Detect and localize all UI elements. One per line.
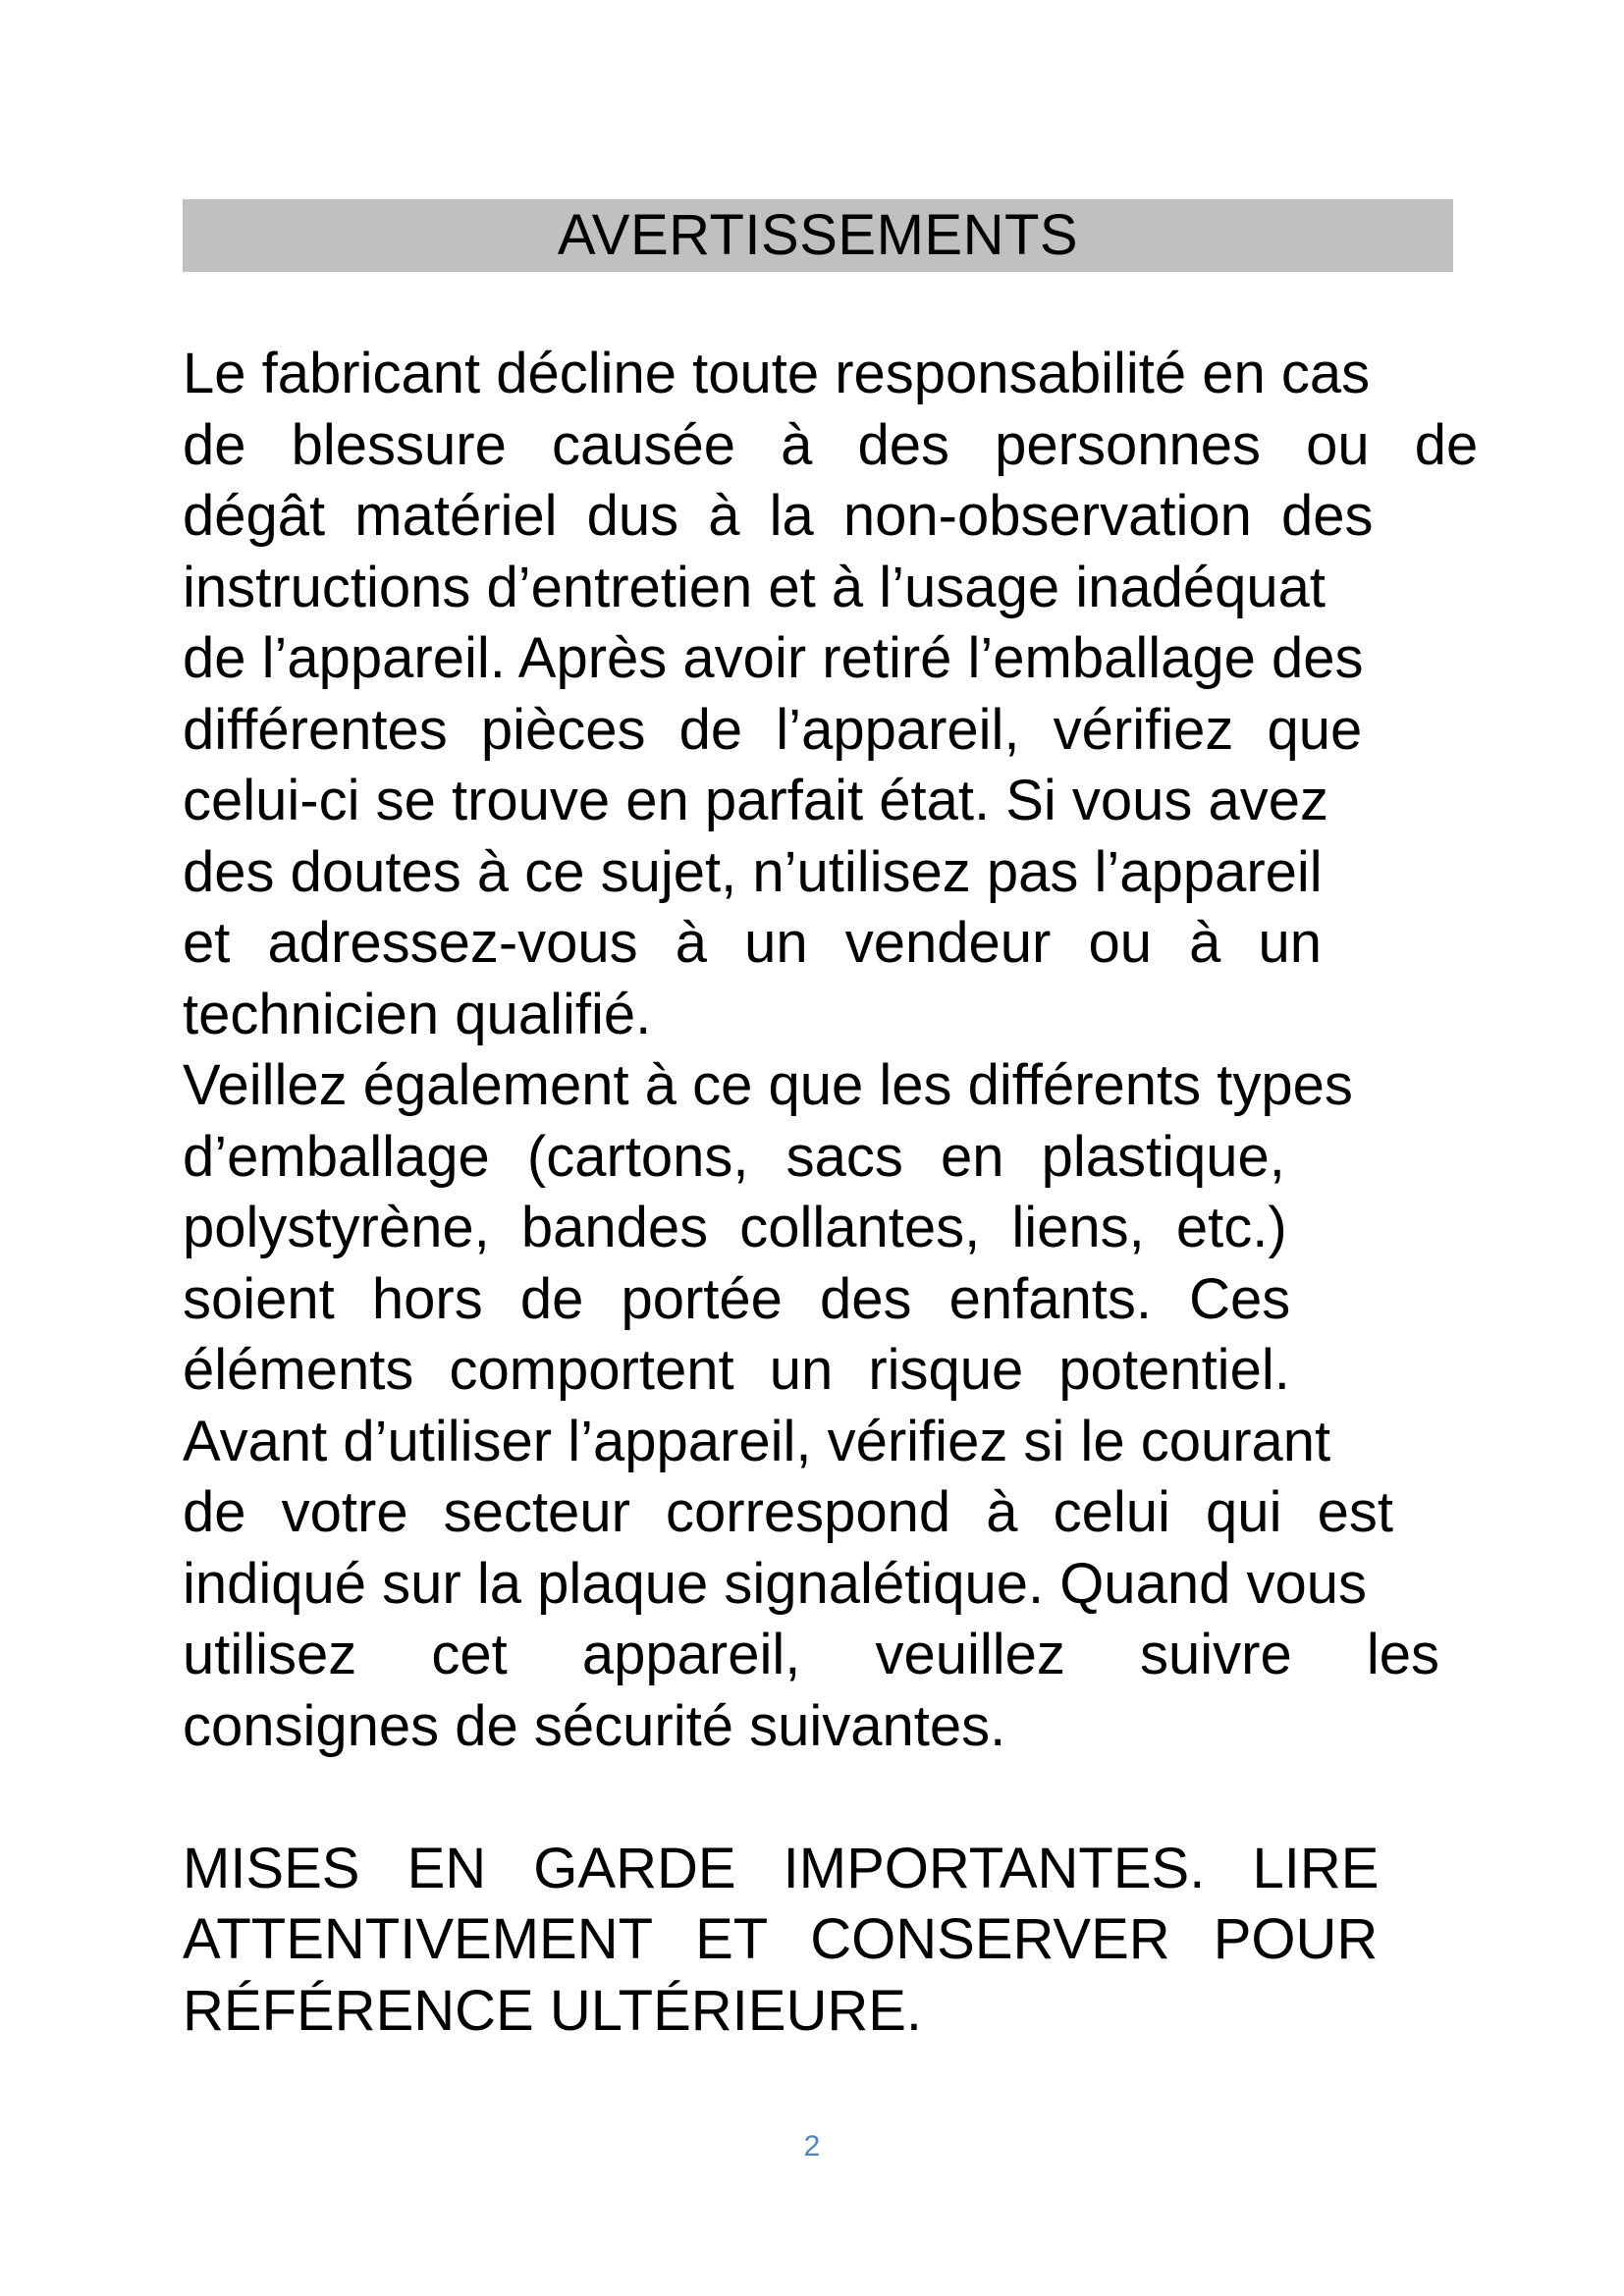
paragraph-line: instructions d’entretien et à l’usage inadéquat — [183, 555, 1326, 619]
paragraph-line: de blessure causée à des personnes ou de — [183, 412, 1479, 477]
warning-line: ATTENTIVEMENT ET CONSERVER POUR — [183, 1907, 1379, 1971]
paragraph-line: soient hors de portée des enfants. Ces — [183, 1266, 1291, 1331]
paragraph-line: dégât matériel dus à la non-observation des — [183, 484, 1374, 548]
paragraph-line: technicien qualifié. — [183, 982, 652, 1046]
paragraph-line: consignes de sécurité suivantes. — [183, 1693, 1006, 1758]
page-number: 2 — [803, 2130, 821, 2163]
paragraph-line: et adressez-vous à un vendeur ou à un — [183, 911, 1322, 975]
warning-line: RÉFÉRENCE ULTÉRIEURE. — [183, 1978, 923, 2043]
paragraph-line: utilisez cet appareil, veuillez suivre les — [183, 1623, 1439, 1686]
paragraph-line: celui-ci se trouve en parfait état. Si vous avez — [183, 769, 1329, 832]
paragraph-line: de l’appareil. Après avoir retiré l’emballage des — [183, 626, 1364, 690]
paragraph-line: des doutes à ce sujet, n’utilisez pas l’appareil — [183, 839, 1323, 904]
paragraph-line: polystyrène, bandes collantes, liens, etc.) — [183, 1196, 1287, 1259]
paragraph-line: Avant d’utiliser l’appareil, vérifiez si le courant — [183, 1409, 1331, 1473]
paragraph-line: différentes pièces de l’appareil, vérifiez que — [183, 697, 1363, 762]
paragraph-line: Veillez également à ce que les différents types — [183, 1053, 1353, 1117]
paragraph-line: d’emballage (cartons, sacs en plastique, — [183, 1124, 1285, 1189]
warnings-text-block — [183, 339, 1498, 2047]
section-heading-bar — [183, 199, 1453, 272]
paragraph-line: éléments comportent un risque potentiel. — [183, 1338, 1290, 1402]
section-heading: AVERTISSEMENTS — [557, 203, 1079, 267]
paragraph-line: indiqué sur la plaque signalétique. Quand vous — [183, 1551, 1367, 1616]
paragraph-line: Le fabricant décline toute responsabilité en cas — [183, 342, 1371, 405]
warning-line: MISES EN GARDE IMPORTANTES. LIRE — [183, 1836, 1380, 1900]
paragraph-spacer — [183, 1762, 1498, 1834]
paragraph-line: de votre secteur correspond à celui qui est — [183, 1480, 1393, 1544]
